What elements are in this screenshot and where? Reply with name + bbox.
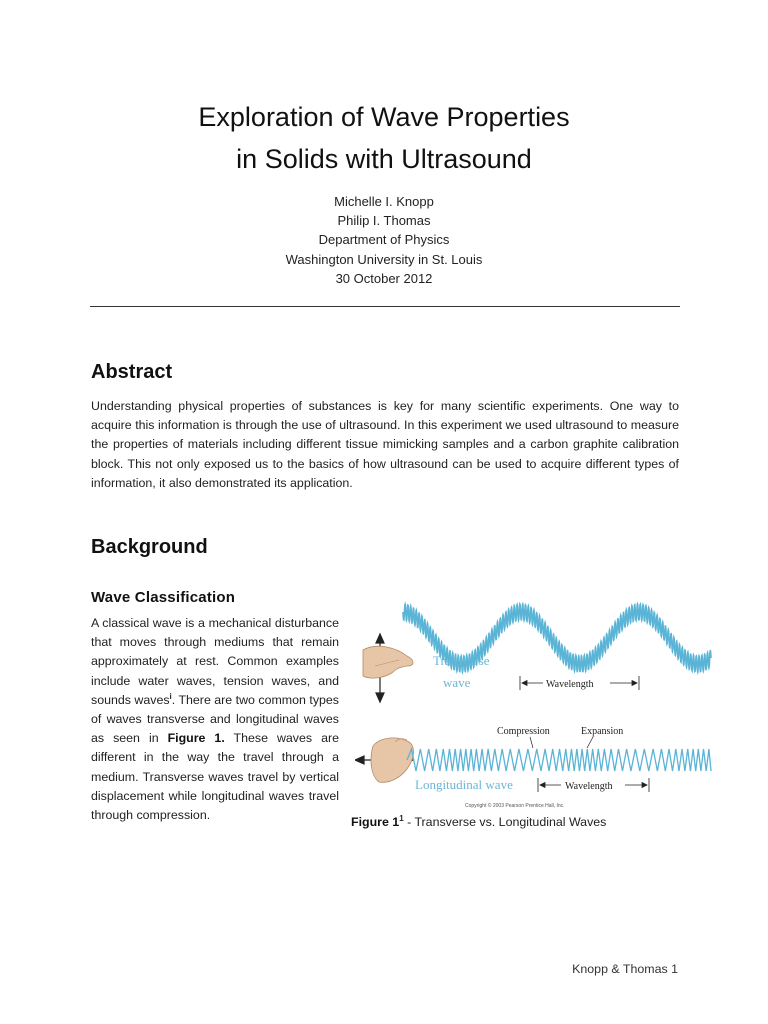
- title-line-2: in Solids with Ultrasound: [236, 144, 532, 174]
- longitudinal-wave-spring: [407, 749, 711, 771]
- wavelength-label-bottom: Wavelength: [565, 781, 613, 792]
- abstract-heading: Abstract: [91, 361, 173, 383]
- author-block: [0, 192, 768, 288]
- figure-reference: Figure 1.: [167, 731, 225, 746]
- expansion-label: Expansion: [581, 726, 624, 737]
- footnote-marker: i: [169, 691, 172, 701]
- figure-1-caption: [351, 815, 606, 829]
- transverse-label-2: wave: [443, 675, 471, 690]
- institution: Washington University in St. Louis: [285, 251, 483, 267]
- caption-label: Figure 1: [351, 815, 400, 829]
- header-divider: [90, 306, 680, 307]
- caption-superscript: 1: [399, 813, 404, 823]
- paragraph-text-2: . There are two common types of waves transverse and longitudinal waves as seen in: [91, 692, 339, 746]
- caption-text: - Transverse vs. Longitudinal Waves: [403, 815, 607, 829]
- figure-1-illustration: [355, 590, 713, 812]
- wavelength-label-top: Wavelength: [546, 679, 594, 690]
- transverse-label-1: Transverse: [433, 653, 490, 668]
- background-heading: Background: [91, 536, 208, 558]
- compression-label: Compression: [497, 726, 550, 737]
- compression-pointer: [530, 737, 593, 748]
- author-1: Michelle I. Knopp: [334, 194, 434, 209]
- wave-diagram: [355, 590, 713, 812]
- author-2: Philip I. Thomas: [337, 213, 431, 229]
- paper-title: [0, 96, 768, 180]
- date: 30 October 2012: [335, 270, 433, 286]
- department: Department of Physics: [318, 232, 450, 248]
- wave-classification-heading: Wave Classification: [91, 589, 236, 606]
- wave-classification-paragraph: [91, 614, 339, 825]
- figure-copyright: Copyright © 2003 Pearson Prentice Hall, Inc.: [465, 803, 565, 809]
- hand-icon: [363, 646, 413, 678]
- title-line-1: Exploration of Wave Properties: [198, 102, 570, 132]
- paragraph-text-3: These waves are different in the way the travel through a medium. Transverse waves travel by vertical displacement while longitudinal waves travel through compression.: [91, 731, 339, 823]
- paragraph-text-1: A classical wave is a mechanical disturbance that moves through mediums that remain approximately at rest. Common examples include water waves, tension waves, and sounds waves: [91, 616, 339, 707]
- hand-icon: [371, 738, 414, 782]
- page-footer: Knopp & Thomas 1: [572, 962, 678, 976]
- abstract-body: Understanding physical properties of substances is key for many scientific experiments. One way to acquire this information is through the use of ultrasound. In this experiment we used ultrasound to measure the properties of materials including different tissue mimicking samples and a carbon graphite calibration block. This not only exposed us to the basics of how ultrasound can be used to acquire different types of information, it also demonstrated its application.: [91, 399, 679, 490]
- longitudinal-label: Longitudinal wave: [415, 777, 513, 792]
